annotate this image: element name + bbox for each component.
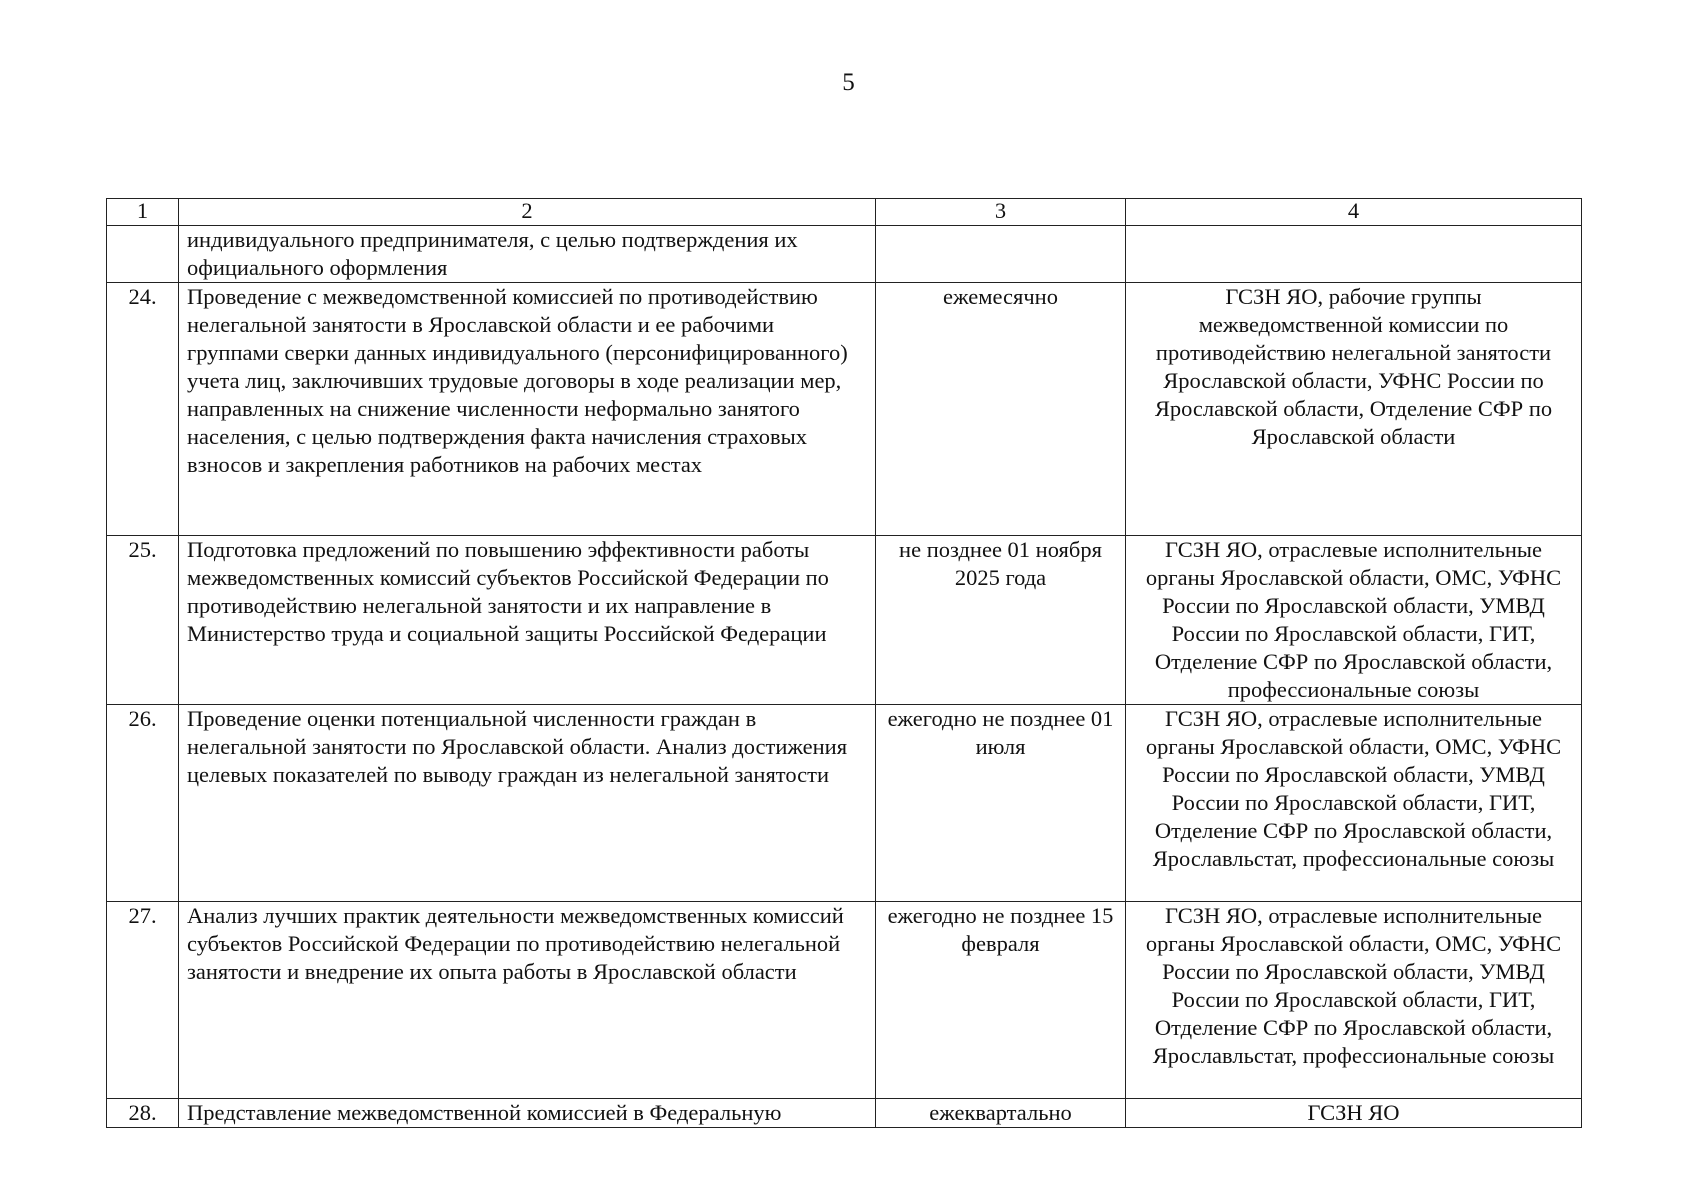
column-header-2: 2 — [179, 199, 876, 226]
responsible-cell: ГСЗН ЯО, рабочие группы межведомственной комиссии по противодействию нелегальной занятости Ярославской области, УФНС России по Ярославской области, Отделение СФР по Ярославской области — [1126, 283, 1582, 536]
measure-text: Анализ лучших практик деятельности межведомственных комиссий субъектов Российской Федерации по противодействию нелегальной занятости и внедрение их опыта работы в Ярославской области — [179, 902, 876, 1099]
responsible-cell: ГСЗН ЯО, отраслевые исполнительные органы Ярославской области, ОМС, УФНС России по Ярославской области, УМВД России по Ярославской области, ГИТ, Отделение СФР по Ярославской области, Ярославльстат, профессиональные союзы — [1126, 902, 1582, 1099]
row-number: 25. — [107, 536, 179, 705]
measure-text: Представление межведомственной комиссией в Федеральную — [179, 1099, 876, 1128]
plan-table — [106, 198, 1582, 1128]
row-number: 28. — [107, 1099, 179, 1128]
deadline-cell: не позднее 01 ноября 2025 года — [876, 536, 1126, 705]
deadline-cell: ежегодно не позднее 15 февраля — [876, 902, 1126, 1099]
deadline-cell: ежемесячно — [876, 283, 1126, 536]
column-header-1: 1 — [107, 199, 179, 226]
column-header-3: 3 — [876, 199, 1126, 226]
measure-text: индивидуального предпринимателя, с целью подтверждения их официального оформления — [179, 226, 876, 283]
page-number: 5 — [842, 69, 855, 96]
row-number: 26. — [107, 705, 179, 902]
row-number — [107, 226, 179, 283]
deadline-cell: ежеквартально — [876, 1099, 1126, 1128]
table-row-28 — [107, 1099, 1582, 1128]
responsible-cell: ГСЗН ЯО — [1126, 1099, 1582, 1128]
measure-text: Проведение с межведомственной комиссией по противодействию нелегальной занятости в Ярославской области и ее рабочими группами сверки данных индивидуального (персонифицированного) учета лиц, заключивших трудовые договоры в ходе реализации мер, направленных на снижение численности неформально занятого населения, с целью подтверждения факта начисления страховых взносов и закрепления работников на рабочих местах — [179, 283, 876, 536]
column-header-4: 4 — [1126, 199, 1582, 226]
table-row-27 — [107, 902, 1582, 1099]
deadline-cell — [876, 226, 1126, 283]
responsible-cell — [1126, 226, 1582, 283]
table-row-24 — [107, 283, 1582, 536]
table-header-row — [107, 199, 1582, 226]
table-row-26 — [107, 705, 1582, 902]
table-row-25 — [107, 536, 1582, 705]
row-number: 27. — [107, 902, 179, 1099]
responsible-cell: ГСЗН ЯО, отраслевые исполнительные органы Ярославской области, ОМС, УФНС России по Ярославской области, УМВД России по Ярославской области, ГИТ, Отделение СФР по Ярославской области, профессиональные союзы — [1126, 536, 1582, 705]
responsible-cell: ГСЗН ЯО, отраслевые исполнительные органы Ярославской области, ОМС, УФНС России по Ярославской области, УМВД России по Ярославской области, ГИТ, Отделение СФР по Ярославской области, Ярославльстат, профессиональные союзы — [1126, 705, 1582, 902]
deadline-cell: ежегодно не позднее 01 июля — [876, 705, 1126, 902]
measure-text: Подготовка предложений по повышению эффективности работы межведомственных комиссий субъектов Российской Федерации по противодействию нелегальной занятости и их направление в Министерство труда и социальной защиты Российской Федерации — [179, 536, 876, 705]
row-number: 24. — [107, 283, 179, 536]
table-row-continuation — [107, 226, 1582, 283]
measure-text: Проведение оценки потенциальной численности граждан в нелегальной занятости по Ярославской области. Анализ достижения целевых показателей по выводу граждан из нелегальной занятости — [179, 705, 876, 902]
